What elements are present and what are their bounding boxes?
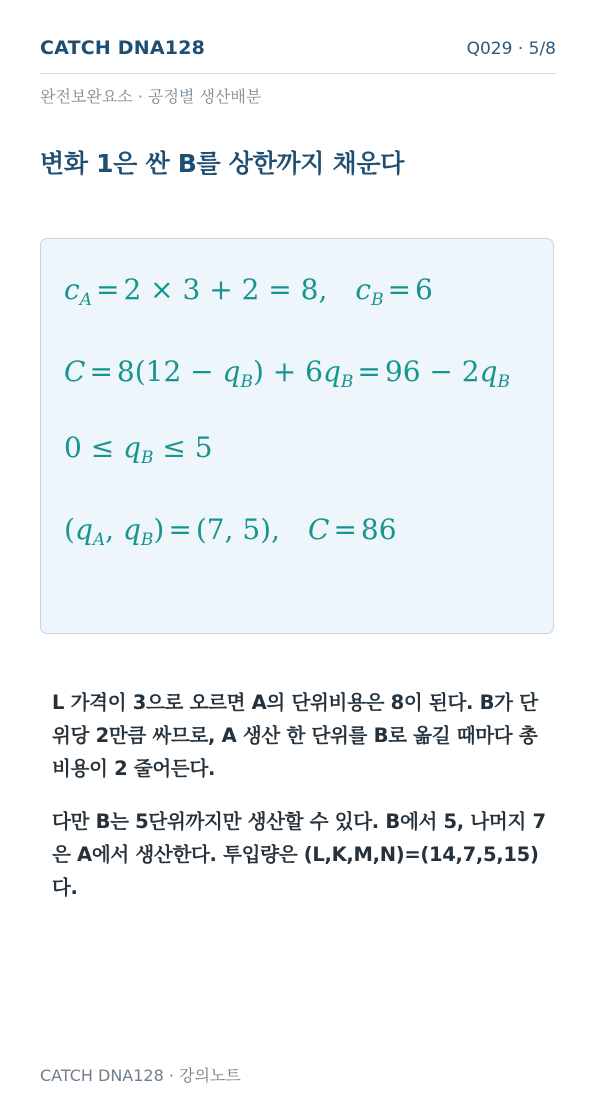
brand-title: CATCH DNA128 (40, 37, 206, 59)
body-paragraph-2: 다만 B는 5단위까지만 생산할 수 있다. B에서 5, 나머지 7은 A에서 생산한다. 투입량은 (L,K,M,N)=(14,7,5,15)다. (52, 810, 546, 899)
formula-solution: ($q_A$, $q_B) = (7$, 5), C = 86 (64, 513, 397, 550)
formula-rhs-part: 96 − 2 (384, 355, 480, 388)
footer: CATCH DNA128 · 강의노트 (40, 1066, 241, 1085)
formula-ca-value: 2 × 3 + 2 = 8, (123, 273, 328, 306)
slide-title: 변화 1은 싼 B를 상한까지 채운다 (40, 149, 405, 178)
breadcrumb: 완전보완요소 · 공정별 생산배분 (40, 87, 262, 106)
formula-unit-costs: $c_A = 2 \times 3 + 2 = 8$, $c_B = 6$ (64, 273, 433, 310)
page-indicator: Q029 · 5/8 (466, 39, 556, 59)
formula-c-value: 86 (360, 513, 397, 546)
formula-total-cost: $C = 8(12 - q_B) + 6q_B = 96 - 2q_B$ (64, 355, 511, 392)
formula-cb-value: 6 (415, 273, 433, 306)
formula-constraint-left: 0 ≤ (64, 431, 124, 464)
header (40, 36, 556, 74)
formula-box (40, 238, 554, 634)
formula-tuple-value: (7, 5), (195, 513, 280, 546)
formula-lhs-part2: ) + 6 (252, 355, 323, 388)
body-paragraph-1: L 가격이 3으로 오르면 A의 단위비용은 8이 된다. B가 단위당 2만큼 싸므로, A 생산 한 단위를 B로 옮길 때마다 총비용이 2 줄어든다. (52, 691, 538, 780)
formula-lhs-part1: 8(12 − (116, 355, 223, 388)
formula-constraint: $0 \le q_B \le 5$ (64, 431, 213, 468)
formula-constraint-right: ≤ 5 (153, 431, 213, 464)
